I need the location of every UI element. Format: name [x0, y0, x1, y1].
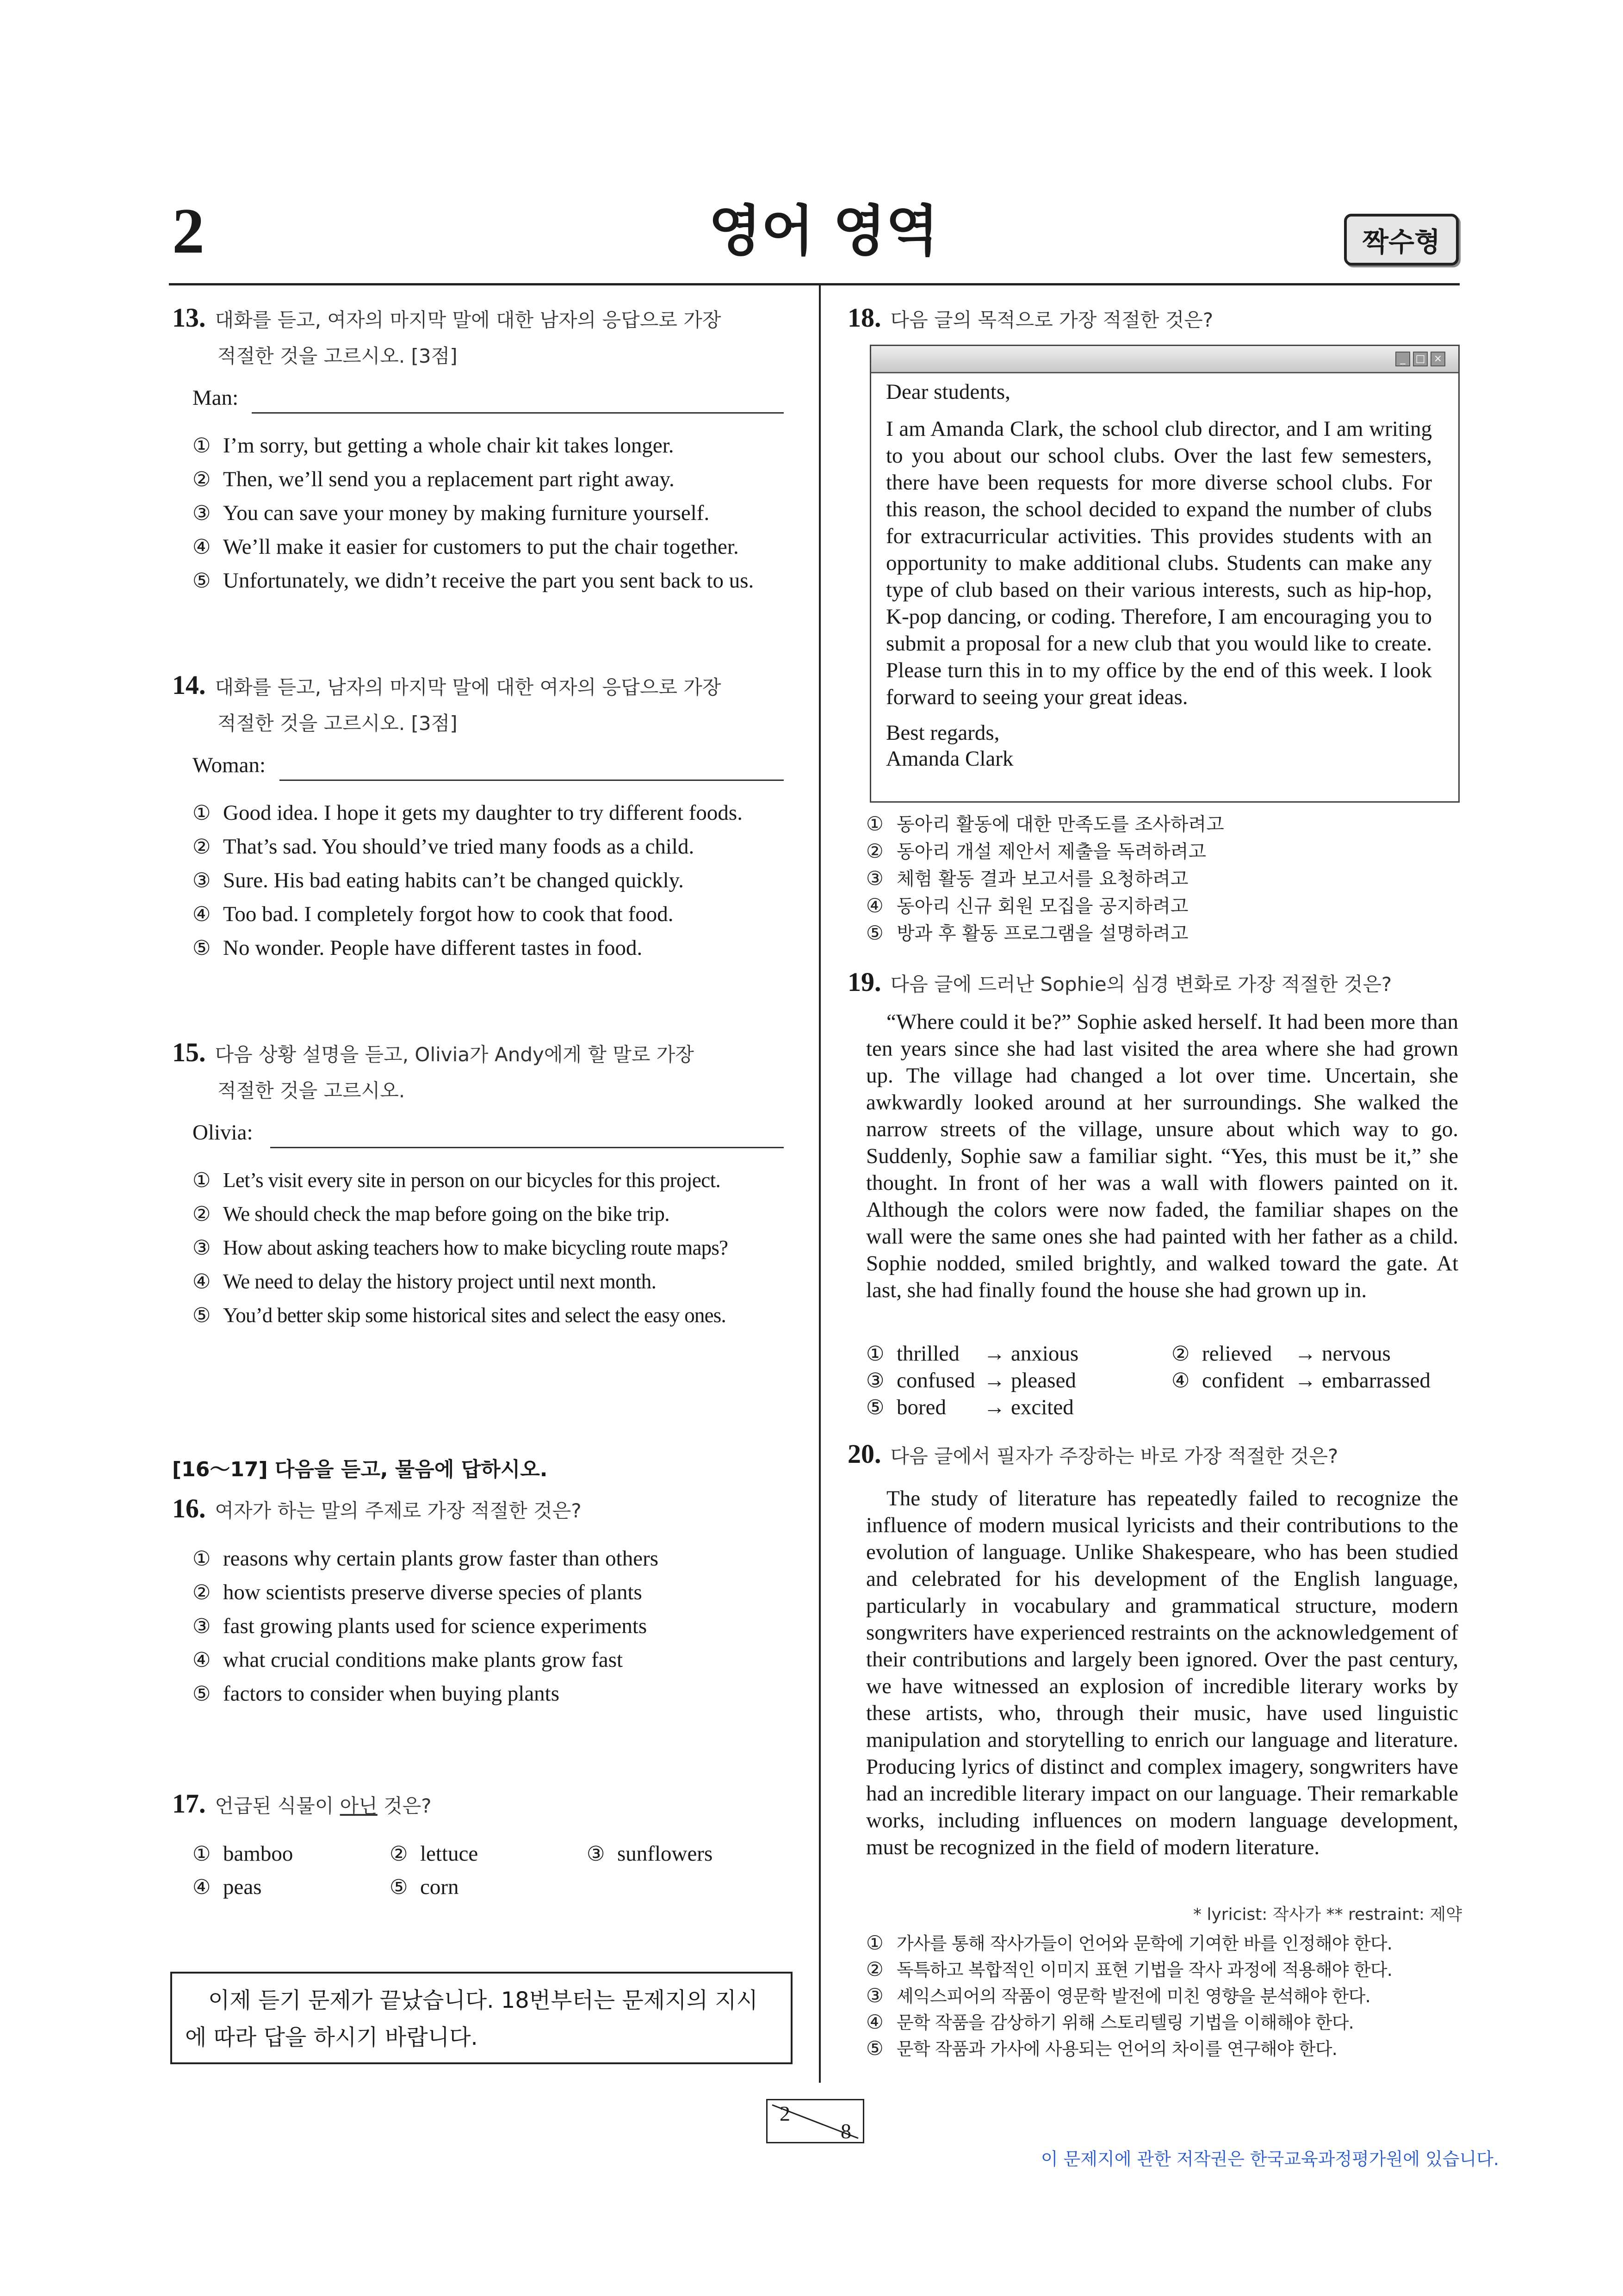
choice-item[interactable]: ③ How about asking teachers how to make bicycling route maps? — [192, 1236, 728, 1260]
answer-blank-line — [279, 780, 784, 781]
choice-item[interactable]: ① thrilled → anxious — [866, 1342, 1079, 1366]
close-icon: × — [1431, 352, 1445, 366]
question-prompt: 다음 상황 설명을 듣고, Olivia가 Andy에게 할 말로 가장 — [215, 1043, 694, 1066]
choice-item[interactable]: ② how scientists preserve diverse species of plants — [192, 1580, 642, 1604]
answer-line-row — [172, 377, 792, 423]
choice-item[interactable]: ② 동아리 개설 제안서 제출을 독려하려고 — [866, 840, 1207, 862]
choice-item[interactable]: ④ confident → embarrassed — [1171, 1368, 1431, 1392]
choice-item[interactable]: ⑤ You’d better skip some historical sites and select the easy ones. — [192, 1304, 726, 1327]
letter-signature: Amanda Clark — [886, 747, 1014, 771]
question-19 — [848, 964, 1463, 1003]
question-prompt: 대화를 듣고, 남자의 마지막 말에 대한 여자의 응답으로 가장 — [215, 676, 721, 699]
q18-choices — [866, 811, 1224, 947]
window-titlebar — [871, 346, 1458, 373]
page-number: 2 — [172, 195, 204, 267]
choice-item[interactable]: ① reasons why certain plants grow faster than others — [192, 1547, 659, 1571]
choice-item[interactable]: ③ fast growing plants used for science experiments — [192, 1614, 647, 1638]
choice-item[interactable]: ① bamboo — [192, 1842, 293, 1866]
question-13 — [172, 300, 792, 598]
q20-footnote: * lyricist: 작사가 ** restraint: 제약 — [1193, 1905, 1462, 1924]
speaker-label: Man: — [192, 386, 239, 410]
question-prompt: 여자가 하는 말의 주제로 가장 적절한 것은? — [215, 1499, 582, 1522]
question-prompt-cont: 적절한 것을 고르시오. — [217, 1079, 405, 1102]
form-type-badge: 짝수형 — [1344, 214, 1459, 266]
choice-item[interactable]: ④ peas — [192, 1875, 262, 1899]
choice-item[interactable]: ③ Sure. His bad eating habits can’t be changed quickly. — [192, 868, 684, 892]
total-pages: 8 — [841, 2119, 851, 2143]
choice-item[interactable]: ④ We need to delay the history project until next month. — [192, 1270, 657, 1293]
question-number: 20. — [848, 1439, 881, 1469]
choices — [172, 796, 792, 965]
minimize-icon: _ — [1395, 352, 1410, 366]
header-divider — [169, 283, 1460, 285]
choice-item[interactable]: ② 독특하고 복합적인 이미지 표현 기법을 작사 과정에 적용해야 한다. — [866, 1958, 1393, 1980]
choices — [172, 1837, 792, 1906]
question-13-header — [172, 300, 792, 338]
choice-item[interactable]: ④ 문학 작품을 감상하기 위해 스토리텔링 기법을 이해해야 한다. — [866, 2011, 1354, 2033]
answer-line-row — [172, 744, 792, 791]
choice-item[interactable]: ① 동아리 활동에 대한 만족도를 조사하려고 — [866, 812, 1224, 835]
q20-passage: The study of literature has repeatedly failed to recognize the influence of modern musical lyricists and their contributions to the evolution of language. Unlike Shakespeare, who has been studied and celebrated for his development of the English language, particularly in vocabulary and grammatical structure, modern songwriters have experienced restraints on the acknowledgement of their contributions and largely been ignored. Over the past century, we have witnessed an explosion of incredible literary works by these artists, who, through their music, have used linguistic manipulation and storytelling to enrich our language and literature. Producing lyrics of distinct and complex imagery, songwriters have had an incredible literary impact on our language. Their remarkable works, including influences on modern language development, must be recognized in the field of modern literature. — [866, 1486, 1458, 1859]
choice-item[interactable]: ② Then, we’ll send you a replacement part right away. — [192, 467, 675, 491]
question-number: 16. — [172, 1493, 206, 1523]
question-prompt: 대화를 듣고, 여자의 마지막 말에 대한 남자의 응답으로 가장 — [215, 309, 721, 331]
choice-item[interactable]: ① Let’s visit every site in person on our bicycles for this project. — [192, 1169, 721, 1192]
choice-item[interactable]: ① 가사를 통해 작사가들이 언어와 문학에 기여한 바를 인정해야 한다. — [866, 1931, 1393, 1954]
maximize-icon: □ — [1413, 352, 1428, 366]
page-counter — [766, 2099, 864, 2143]
choice-item[interactable]: ② lettuce — [390, 1842, 478, 1866]
choice-item[interactable]: ⑤ corn — [390, 1875, 459, 1899]
choice-item[interactable]: ⑤ 문학 작품과 가사에 사용되는 언어의 차이를 연구해야 한다. — [866, 2037, 1338, 2060]
choices — [172, 1542, 792, 1711]
choice-item[interactable]: ⑤ factors to consider when buying plants — [192, 1682, 560, 1706]
choice-item[interactable]: ⑤ bored → excited — [866, 1395, 1074, 1419]
choice-item[interactable]: ① I’m sorry, but getting a whole chair kit takes longer. — [192, 433, 674, 458]
choice-item[interactable]: ③ 체험 활동 결과 보고서를 요청하려고 — [866, 867, 1189, 890]
choice-item[interactable]: ③ confused → pleased — [866, 1368, 1076, 1392]
question-15 — [172, 1034, 792, 1332]
answer-blank-line — [270, 1147, 784, 1148]
letter-window — [870, 345, 1460, 803]
choice-item[interactable]: ① Good idea. I hope it gets my daughter to try different foods. — [192, 801, 743, 825]
question-16 — [172, 1491, 792, 1711]
choice-item[interactable]: ④ Too bad. I completely forgot how to cook that food. — [192, 902, 674, 926]
question-prompt: 다음 글의 목적으로 가장 적절한 것은? — [890, 309, 1214, 331]
current-page: 2 — [780, 2102, 790, 2125]
choice-item[interactable]: ② We should check the map before going on the bike trip. — [192, 1202, 669, 1226]
question-number: 19. — [848, 967, 881, 997]
question-number: 13. — [172, 303, 206, 333]
question-17: 17. 언급된 식물이 아닌 것은? ① bamboo ② lettuce ③ sunflowers ④ peas ⑤ corn — [172, 1786, 792, 1906]
choice-item[interactable]: ④ 동아리 신규 회원 모집을 공지하려고 — [866, 894, 1189, 917]
letter-body-text: I am Amanda Clark, the school club director, and I am writing to you about our school clubs. Over the last few semesters, there have been requests for more diverse school clubs. For this reason, the school decided to expand the number of clubs for extracurricular activities. This provides students with an opportunity to make additional clubs. Students can make any type of club based on their various interests, such as hip-hop, K-pop dancing, or coding. Therefore, I am encouraging you to submit a proposal for a new club that you would like to create. Please turn this in to my office by the end of this week. I look forward to seeing your great ideas. — [886, 417, 1432, 709]
choices — [172, 1163, 792, 1332]
subject-title: 영어 영역 — [708, 199, 939, 263]
choice-item[interactable]: ③ 셰익스피어의 작품이 영문학 발전에 미친 영향을 분석해야 한다. — [866, 1984, 1370, 2007]
emphasis-underline: 아닌 — [340, 1795, 378, 1817]
choice-item[interactable]: ② relieved → nervous — [1171, 1342, 1391, 1366]
speaker-label: Woman: — [192, 753, 266, 777]
choice-item[interactable]: ② That’s sad. You should’ve tried many foods as a child. — [192, 835, 694, 859]
q20-choices — [866, 1930, 1392, 2062]
q19-choices — [866, 1337, 1463, 1420]
question-number: 17. — [172, 1789, 206, 1819]
answer-line-row — [172, 1112, 792, 1158]
question-number: 18. — [848, 303, 881, 333]
question-18 — [848, 300, 1463, 338]
question-number: 15. — [172, 1037, 206, 1067]
question-number: 14. — [172, 670, 206, 700]
choice-item[interactable]: ③ sunflowers — [587, 1842, 713, 1866]
set-instruction: [16～17] 다음을 듣고, 물음에 답하시오. — [172, 1458, 548, 1481]
question-prompt-cont: 적절한 것을 고르시오. [3점] — [217, 712, 458, 735]
choice-item[interactable]: ④ We’ll make it easier for customers to put the chair together. — [192, 535, 739, 559]
column-divider — [819, 285, 821, 2083]
choice-item[interactable]: ⑤ No wonder. People have different tastes in food. — [192, 936, 643, 960]
question-prompt: 다음 글에서 필자가 주장하는 바로 가장 적절한 것은? — [890, 1445, 1338, 1467]
question-prompt: 다음 글에 드러난 Sophie의 심경 변화로 가장 적절한 것은? — [890, 973, 1392, 996]
choice-item[interactable]: ③ You can save your money by making furniture yourself. — [192, 501, 710, 525]
choice-item[interactable]: ⑤ 방과 후 활동 프로그램을 설명하려고 — [866, 922, 1189, 944]
letter-closing: Best regards, — [886, 721, 1000, 745]
question-14 — [172, 667, 792, 965]
choice-item[interactable]: ④ what crucial conditions make plants grow fast — [192, 1648, 623, 1672]
speaker-label: Olivia: — [192, 1120, 253, 1145]
copyright-notice: 이 문제지에 관한 저작권은 한국교육과정평가원에 있습니다. — [1041, 2149, 1499, 2169]
letter-greeting: Dear students, — [886, 380, 1010, 404]
question-20 — [848, 1436, 1463, 1474]
choices — [172, 429, 792, 598]
answer-blank-line — [252, 412, 784, 414]
question-prompt-cont: 적절한 것을 고르시오. [3점] — [217, 345, 458, 367]
choice-item[interactable]: ⑤ Unfortunately, we didn’t receive the part you sent back to us. — [192, 569, 754, 593]
listening-end-notice: 이제 듣기 문제가 끝났습니다. 18번부터는 문제지의 지시에 따라 답을 하시기 바랍니다. — [170, 1972, 793, 2064]
q19-passage: “Where could it be?” Sophie asked herself. It had been more than ten years since she had last visited the area where she had grown up. The village had changed a lot over time. Uncertain, she awkwardly looked around at her surroundings. She walked the narrow streets of the village, unsure about which way to go. Suddenly, Sophie saw a familiar sight. “Yes, this must be it,” she thought. In front of her was a wall with flowers painted on it. Although the colors were now faded, the familiar shapes on the wall were the same ones she had painted with her father as a child. Sophie nodded, smiled brightly, and walked toward the gate. At last, she had finally found the house she had grown up in. — [866, 1010, 1458, 1302]
